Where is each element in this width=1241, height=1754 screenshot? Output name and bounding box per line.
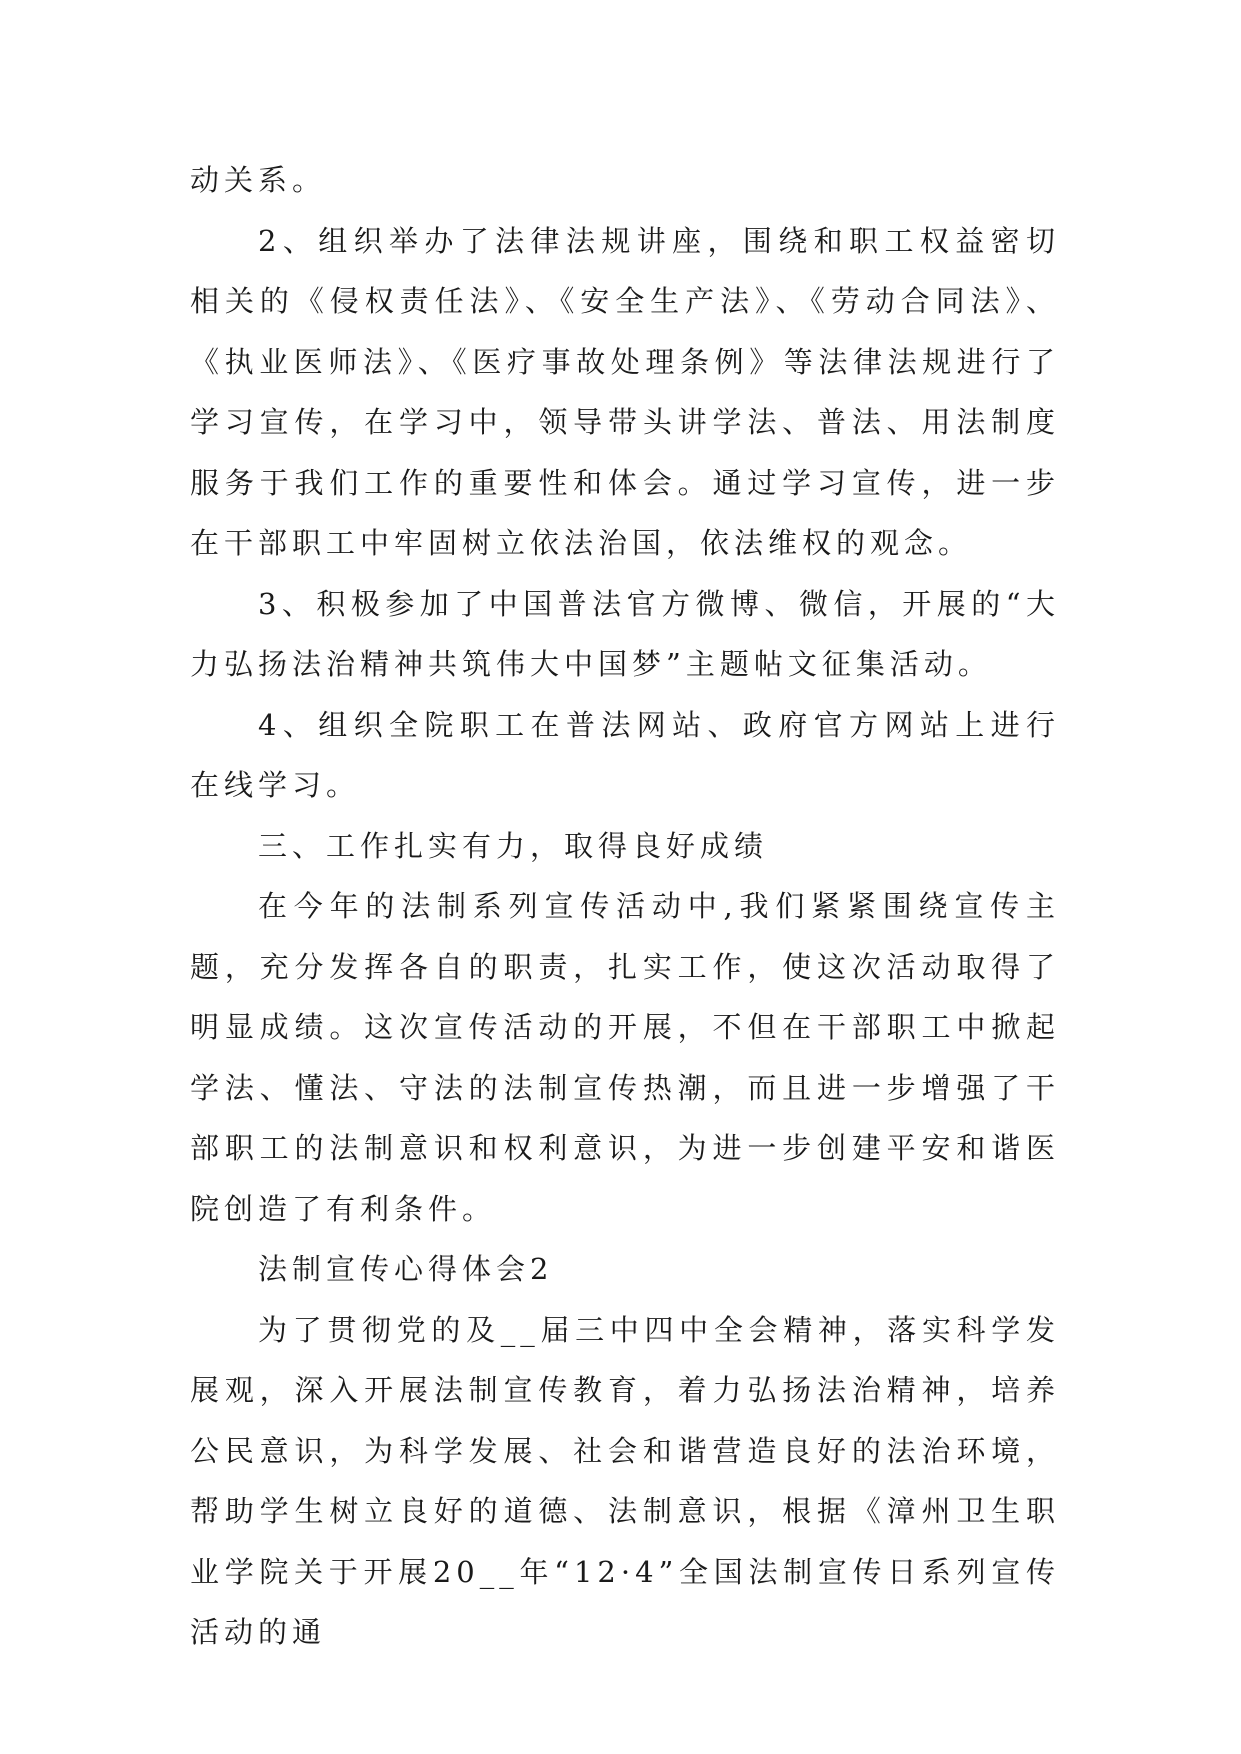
paragraph-5: 在今年的法制系列宣传活动中,我们紧紧围绕宣传主题，充分发挥各自的职责，扎实工作，使这次活动取得了明显成绩。这次宣传活动的开展，不但在干部职工中掀起学法、懂法、守法的法制宣传热潮，而且进一步增强了干部职工的法制意识和权利意识，为进一步创建平安和谐医院创造了有利条件。	[190, 889, 1060, 1226]
paragraph-2: 2、组织举办了法律法规讲座，围绕和职工权益密切相关的《侵权责任法》、《安全生产法》、《劳动合同法》、《执业医师法》、《医疗事故处理条例》等法律法规进行了学习宣传，在学习中，领导带头讲学法、普法、用法制度服务于我们工作的重要性和体会。通过学习宣传，进一步在干部职工中牢固树立依法治国，依法维权的观念。	[190, 223, 1060, 560]
paragraph-1: 动关系。	[190, 163, 327, 197]
section-heading: 三、工作扎实有力，取得良好成绩	[258, 828, 769, 863]
paragraph-4: 4、组织全院职工在普法网站、政府官方网站上进行在线学习。	[190, 707, 1060, 802]
article-title: 法制宣传心得体会2	[258, 1252, 554, 1286]
paragraph-6: 为了贯彻党的及__届三中四中全会精神，落实科学发展观，深入开展法制宣传教育，着力弘扬法治精神，培养公民意识，为科学发展、社会和谐营造良好的法治环境，帮助学生树立良好的道德、法制意识，根据《漳州卫生职业学院关于开展20__年“12·4”全国法制宣传日系列宣传活动的通	[190, 1312, 1060, 1649]
paragraph-3: 3、积极参加了中国普法官方微博、微信，开展的“大力弘扬法治精神共筑伟大中国梦”主题帖文征集活动。	[190, 586, 1060, 681]
document-body	[190, 150, 1060, 1663]
